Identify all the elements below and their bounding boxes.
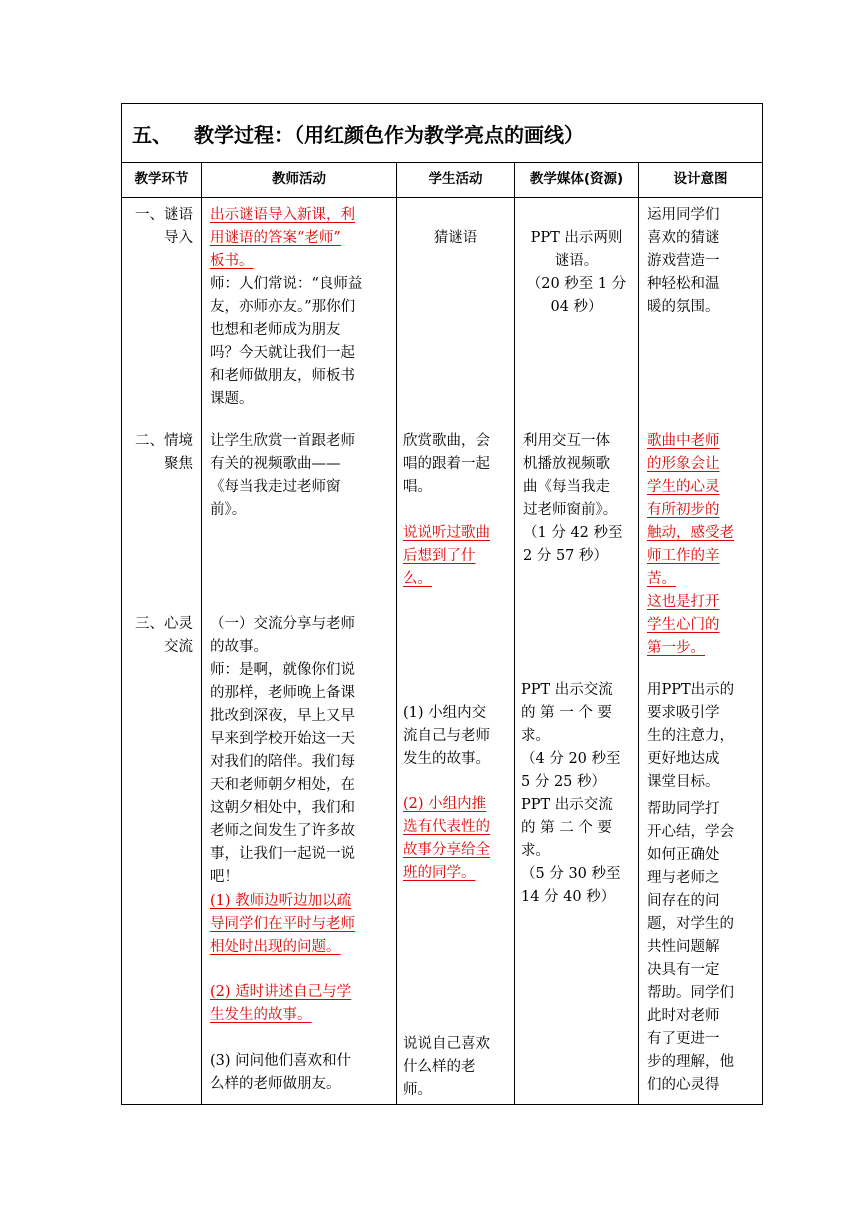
text-line: 吗？今天就让我们一起	[210, 345, 355, 361]
stage-column	[122, 198, 202, 1105]
text-line: 决具有一定	[647, 962, 720, 978]
text-line: （1 分 42 秒至	[523, 525, 623, 541]
intent-s1	[647, 204, 760, 319]
text-line: PPT 出示交流	[521, 797, 613, 813]
text-line: 课堂目标。	[647, 774, 720, 790]
text-line: 如何正确处	[647, 847, 720, 863]
text-line: PPT 出示交流	[521, 682, 613, 698]
student-s3-highlight	[403, 793, 512, 885]
text-line: 师工作的辛	[647, 548, 720, 564]
text-line: 曲《每当我走	[523, 479, 610, 495]
text-line: 么样的老师做朋友。	[210, 1076, 341, 1092]
design-intent-column	[639, 198, 763, 1105]
text-line: 说说自己喜欢	[403, 1036, 490, 1052]
header-media: 教学媒体(资源)	[529, 171, 624, 187]
text-line: 生发生的故事。	[210, 1007, 312, 1023]
stage-1-line: 导入	[164, 230, 193, 246]
student-s3-text	[403, 702, 512, 771]
text-line: （5 分 30 秒至	[521, 866, 621, 882]
text-line: 此时对老师	[647, 1008, 720, 1024]
text-line: 班的同学。	[403, 865, 476, 881]
text-line: 种轻松和温	[647, 276, 720, 292]
section-title-cell	[122, 104, 763, 163]
header-teacher-activity: 教师活动	[272, 171, 326, 187]
text-line: 5 分 25 秒）	[521, 774, 607, 790]
stage-3-line: 交流	[164, 639, 193, 655]
text-line: 暖的氛围。	[647, 299, 720, 315]
text-line: 帮助。同学们	[647, 985, 734, 1001]
text-line: 流自己与老师	[403, 728, 490, 744]
text-line: 用谜语的答案“老师”	[210, 230, 341, 246]
text-line: 早来到学校开始这一天	[210, 731, 355, 747]
text-line: 发生的故事。	[403, 751, 490, 767]
text-line: 求。	[521, 843, 550, 859]
text-line: 有了更进一	[647, 1031, 720, 1047]
text-line: 说说听过歌曲	[403, 525, 490, 541]
text-line: 和老师做朋友，师板书	[210, 368, 355, 384]
text-line: 学生心门的	[647, 617, 720, 633]
text-line: 04 秒）	[550, 299, 603, 315]
teacher-s3-highlight-2	[210, 981, 392, 1027]
teacher-s3-highlight-1	[210, 890, 392, 959]
text-line: 老师之间发生了许多故	[210, 823, 355, 839]
student-s1: 猜谜语	[433, 230, 478, 246]
text-line: 机播放视频歌	[523, 456, 610, 472]
text-line: 这朝夕相处中，我们和	[210, 800, 355, 816]
header-design-intent: 设计意图	[673, 171, 728, 187]
text-line: 间存在的问	[647, 893, 720, 909]
text-line: （4 分 20 秒至	[521, 751, 621, 767]
text-line: 生的注意力，	[647, 728, 734, 744]
text-line: 出示谜语导入新课，利	[210, 207, 355, 223]
text-line: 后想到了什	[403, 548, 476, 564]
text-line: (1) 小组内交	[403, 705, 487, 721]
text-line: 要求吸引学	[647, 705, 720, 721]
text-line: 苦。	[647, 571, 676, 587]
stage-2-line: 二、情境	[135, 433, 193, 449]
stage-3-line: 三、心灵	[135, 616, 193, 632]
text-line: 触动，感受老	[647, 525, 734, 541]
text-line: 第一步。	[647, 640, 705, 656]
stage-1	[128, 204, 193, 250]
text-line: 也想和老师成为朋友	[210, 322, 341, 338]
table-header-row	[122, 163, 763, 198]
student-activity-column	[397, 198, 515, 1105]
media-column	[515, 198, 639, 1105]
text-line: 的那样，老师晚上备课	[210, 685, 355, 701]
text-line: 故事分享给全	[403, 842, 490, 858]
teacher-activity-column	[202, 198, 397, 1105]
text-line: 的形象会让	[647, 456, 720, 472]
text-line: (2) 适时讲述自己与学	[210, 984, 352, 1000]
text-line: 唱。	[403, 479, 432, 495]
text-line: 理与老师之	[647, 870, 720, 886]
text-line: （一）交流分享与老师	[210, 616, 355, 632]
text-line: 求。	[521, 728, 550, 744]
text-line: 们的心灵得	[647, 1077, 720, 1093]
text-line: 喜欢的猜谜	[647, 230, 720, 246]
stage-2	[128, 430, 193, 476]
text-line: 唱的跟着一起	[403, 456, 490, 472]
text-line: 游戏营造一	[647, 253, 720, 269]
teacher-s3-text-2	[210, 1050, 392, 1096]
text-line: 歌曲中老师	[647, 433, 720, 449]
text-line: 相处时出现的问题。	[210, 939, 341, 955]
text-line: 开心结，学会	[647, 824, 734, 840]
text-line: 帮助同学打	[647, 801, 720, 817]
text-line: 的 第 一 个 要	[521, 705, 612, 721]
text-line: 让学生欣赏一首跟老师	[210, 433, 355, 449]
text-line: (3) 问问他们喜欢和什	[210, 1053, 352, 1069]
intent-s3b	[647, 798, 760, 1097]
text-line: 的 第 二 个 要	[521, 820, 612, 836]
text-line: 这也是打开	[647, 594, 720, 610]
text-line: 《每当我走过老师窗	[210, 479, 341, 495]
text-line: 天和老师朝夕相处，在	[210, 777, 355, 793]
text-line: 师：是啊，就像你们说	[210, 662, 355, 678]
intent-s2-highlight	[647, 430, 760, 660]
text-line: 批改到深夜，早上又早	[210, 708, 355, 724]
header-stage: 教学环节	[134, 171, 189, 187]
teacher-s1-text	[210, 273, 392, 411]
text-line: 吧！	[210, 869, 239, 885]
text-line: 更好地达成	[647, 751, 720, 767]
text-line: 对我们的陪伴。我们每	[210, 754, 355, 770]
text-line: 欣赏歌曲，会	[403, 433, 490, 449]
stage-1-line: 一、谜语	[135, 207, 193, 223]
text-line: (1) 教师边听边加以疏	[210, 893, 352, 909]
text-line: 友，亦师亦友。”那你们	[210, 299, 356, 315]
stage-2-line: 聚焦	[164, 456, 193, 472]
text-line: 有关的视频歌曲——	[210, 456, 341, 472]
text-line: 题，对学生的	[647, 916, 734, 932]
text-line: 导同学们在平时与老师	[210, 916, 355, 932]
text-line: 过老师窗前》。	[523, 502, 618, 518]
media-s1	[519, 227, 634, 319]
text-line: 运用同学们	[647, 207, 720, 223]
student-s2-highlight	[403, 522, 512, 591]
teacher-s1-highlight	[210, 204, 392, 273]
media-s2	[523, 430, 636, 568]
text-line: 共性问题解	[647, 939, 720, 955]
text-line: 学生的心灵	[647, 479, 720, 495]
text-line: 的故事。	[210, 639, 268, 655]
text-line: 师：人们常说：“良师益	[210, 276, 363, 292]
text-line: 步的理解，他	[647, 1054, 734, 1070]
section-title: 教学过程：（用红颜色作为教学亮点的画线）	[194, 122, 584, 147]
text-line: 课题。	[210, 391, 254, 407]
lesson-process-table	[121, 103, 763, 1105]
text-line: 什么样的老	[403, 1059, 476, 1075]
section-number: 五、	[132, 122, 172, 147]
text-line: 谜语。	[554, 253, 599, 269]
text-line: 板书。	[210, 253, 254, 269]
text-line: 前》。	[210, 502, 247, 518]
text-line: （20 秒至 1 分	[526, 276, 627, 292]
text-line: 14 分 40 秒）	[521, 889, 616, 905]
teacher-s3-text	[210, 613, 392, 889]
header-student-activity: 学生活动	[428, 171, 483, 187]
text-line: (2) 小组内推	[403, 796, 487, 812]
text-line: PPT 出示两则	[530, 230, 623, 246]
text-line: 有所初步的	[647, 502, 720, 518]
text-line: 么。	[403, 571, 432, 587]
text-line: 师。	[403, 1082, 432, 1098]
student-s3-text-2	[403, 1033, 512, 1102]
text-line: 事，让我们一起说一说	[210, 846, 355, 862]
table-body-row	[122, 198, 763, 1105]
student-s2-text	[403, 430, 512, 499]
text-line: 用PPT出示的	[647, 682, 735, 698]
text-line: 选有代表性的	[403, 819, 490, 835]
teacher-s2-text	[210, 430, 392, 522]
intent-s3a	[647, 679, 760, 794]
stage-3	[128, 613, 193, 659]
text-line: 2 分 57 秒）	[523, 548, 609, 564]
media-s3	[521, 679, 636, 909]
text-line: 利用交互一体	[523, 433, 610, 449]
